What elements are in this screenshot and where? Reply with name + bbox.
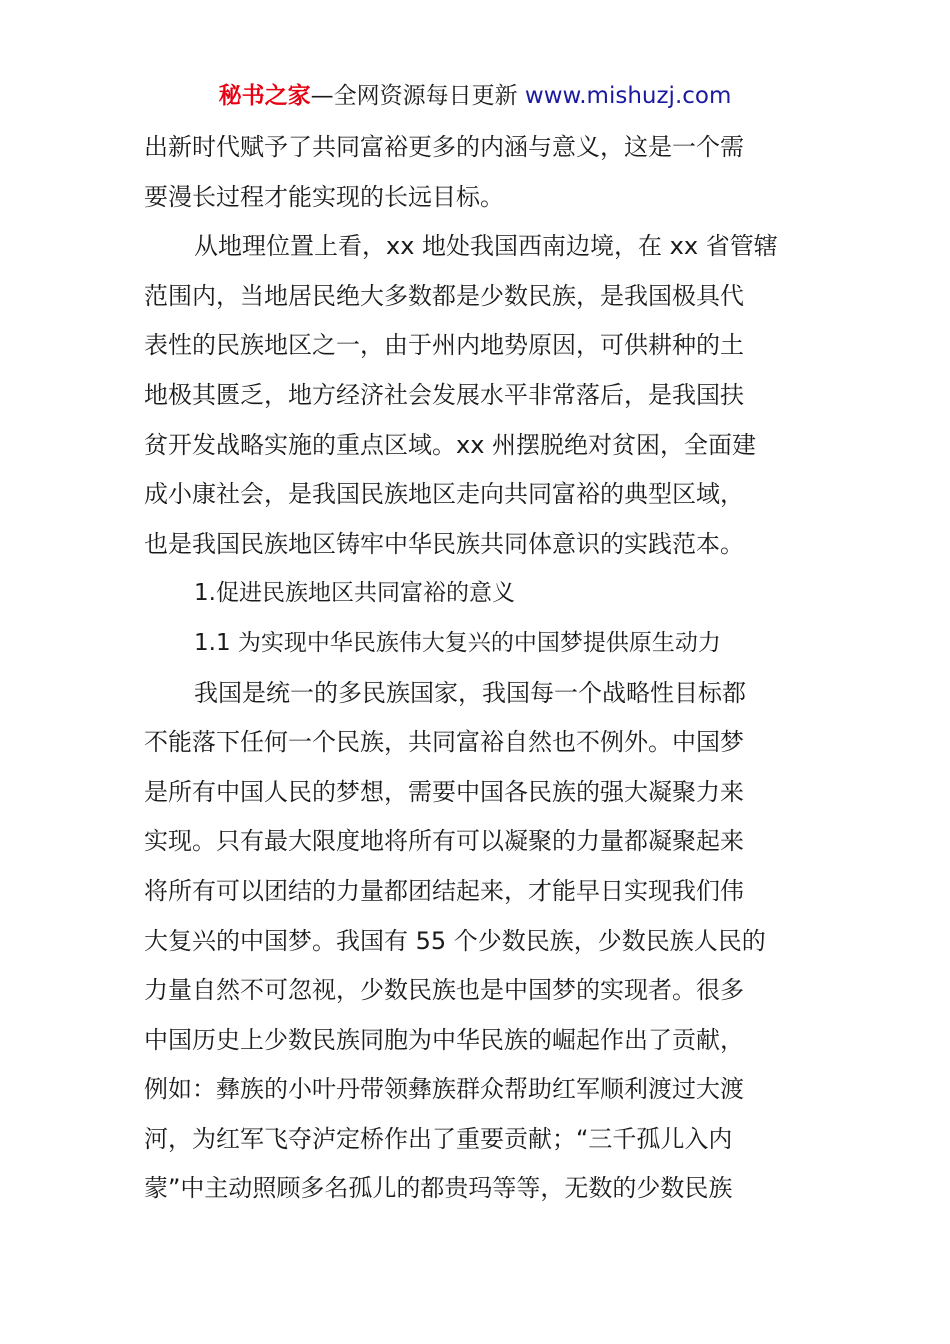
site-header xyxy=(0,80,950,112)
paragraph-start: 我国是统一的多民族国家，我国每一个战略性目标都 xyxy=(194,678,746,707)
text-line: 贫开发战略实施的重点区域。xx 州摆脱绝对贫困，全面建 xyxy=(144,430,757,459)
text-line: 蒙”中主动照顾多名孤儿的都贵玛等等，无数的少数民族 xyxy=(144,1174,733,1203)
text-line: 河，为红军飞夺泸定桥作出了重要贡献；“三千孤儿入内 xyxy=(144,1124,733,1153)
text-line: 要漫长过程才能实现的长远目标。 xyxy=(144,182,504,211)
text-line: 实现。只有最大限度地将所有可以凝聚的力量都凝聚起来 xyxy=(144,827,744,856)
text-line: 范围内，当地居民绝大多数都是少数民族，是我国极具代 xyxy=(144,281,744,310)
subsection-heading: 1.1 为实现中华民族伟大复兴的中国梦提供原生动力 xyxy=(194,629,721,656)
site-brand: 秘书之家 xyxy=(218,83,311,109)
text-line: 不能落下任何一个民族，共同富裕自然也不例外。中国梦 xyxy=(144,728,744,757)
text-line: 地极其匮乏，地方经济社会发展水平非常落后，是我国扶 xyxy=(144,380,744,409)
paragraph-start: 从地理位置上看，xx 地处我国西南边境，在 xx 省管辖 xyxy=(194,232,778,261)
text-line: 中国历史上少数民族同胞为中华民族的崛起作出了贡献， xyxy=(144,1025,744,1054)
section-heading: 1.促进民族地区共同富裕的意义 xyxy=(194,580,515,607)
text-line: 出新时代赋予了共同富裕更多的内涵与意义，这是一个需 xyxy=(144,133,744,161)
text-line: 力量自然不可忽视，少数民族也是中国梦的实现者。很多 xyxy=(144,976,744,1005)
site-url[interactable]: www.mishuzj.com xyxy=(524,83,732,109)
text-line: 例如：彝族的小叶丹带领彝族群众帮助红军顺利渡过大渡 xyxy=(144,1075,744,1104)
document-body xyxy=(144,123,808,1214)
text-line: 成小康社会，是我国民族地区走向共同富裕的典型区域， xyxy=(144,480,744,509)
site-tagline: —全网资源每日更新 xyxy=(310,83,525,109)
text-line: 表性的民族地区之一，由于州内地势原因，可供耕种的土 xyxy=(144,331,744,360)
text-line: 是所有中国人民的梦想，需要中国各民族的强大凝聚力来 xyxy=(144,777,744,806)
text-line: 大复兴的中国梦。我国有 55 个少数民族，少数民族人民的 xyxy=(144,926,766,955)
text-line: 将所有可以团结的力量都团结起来，才能早日实现我们伟 xyxy=(144,876,744,905)
text-line: 也是我国民族地区铸牢中华民族共同体意识的实践范本。 xyxy=(144,529,744,558)
